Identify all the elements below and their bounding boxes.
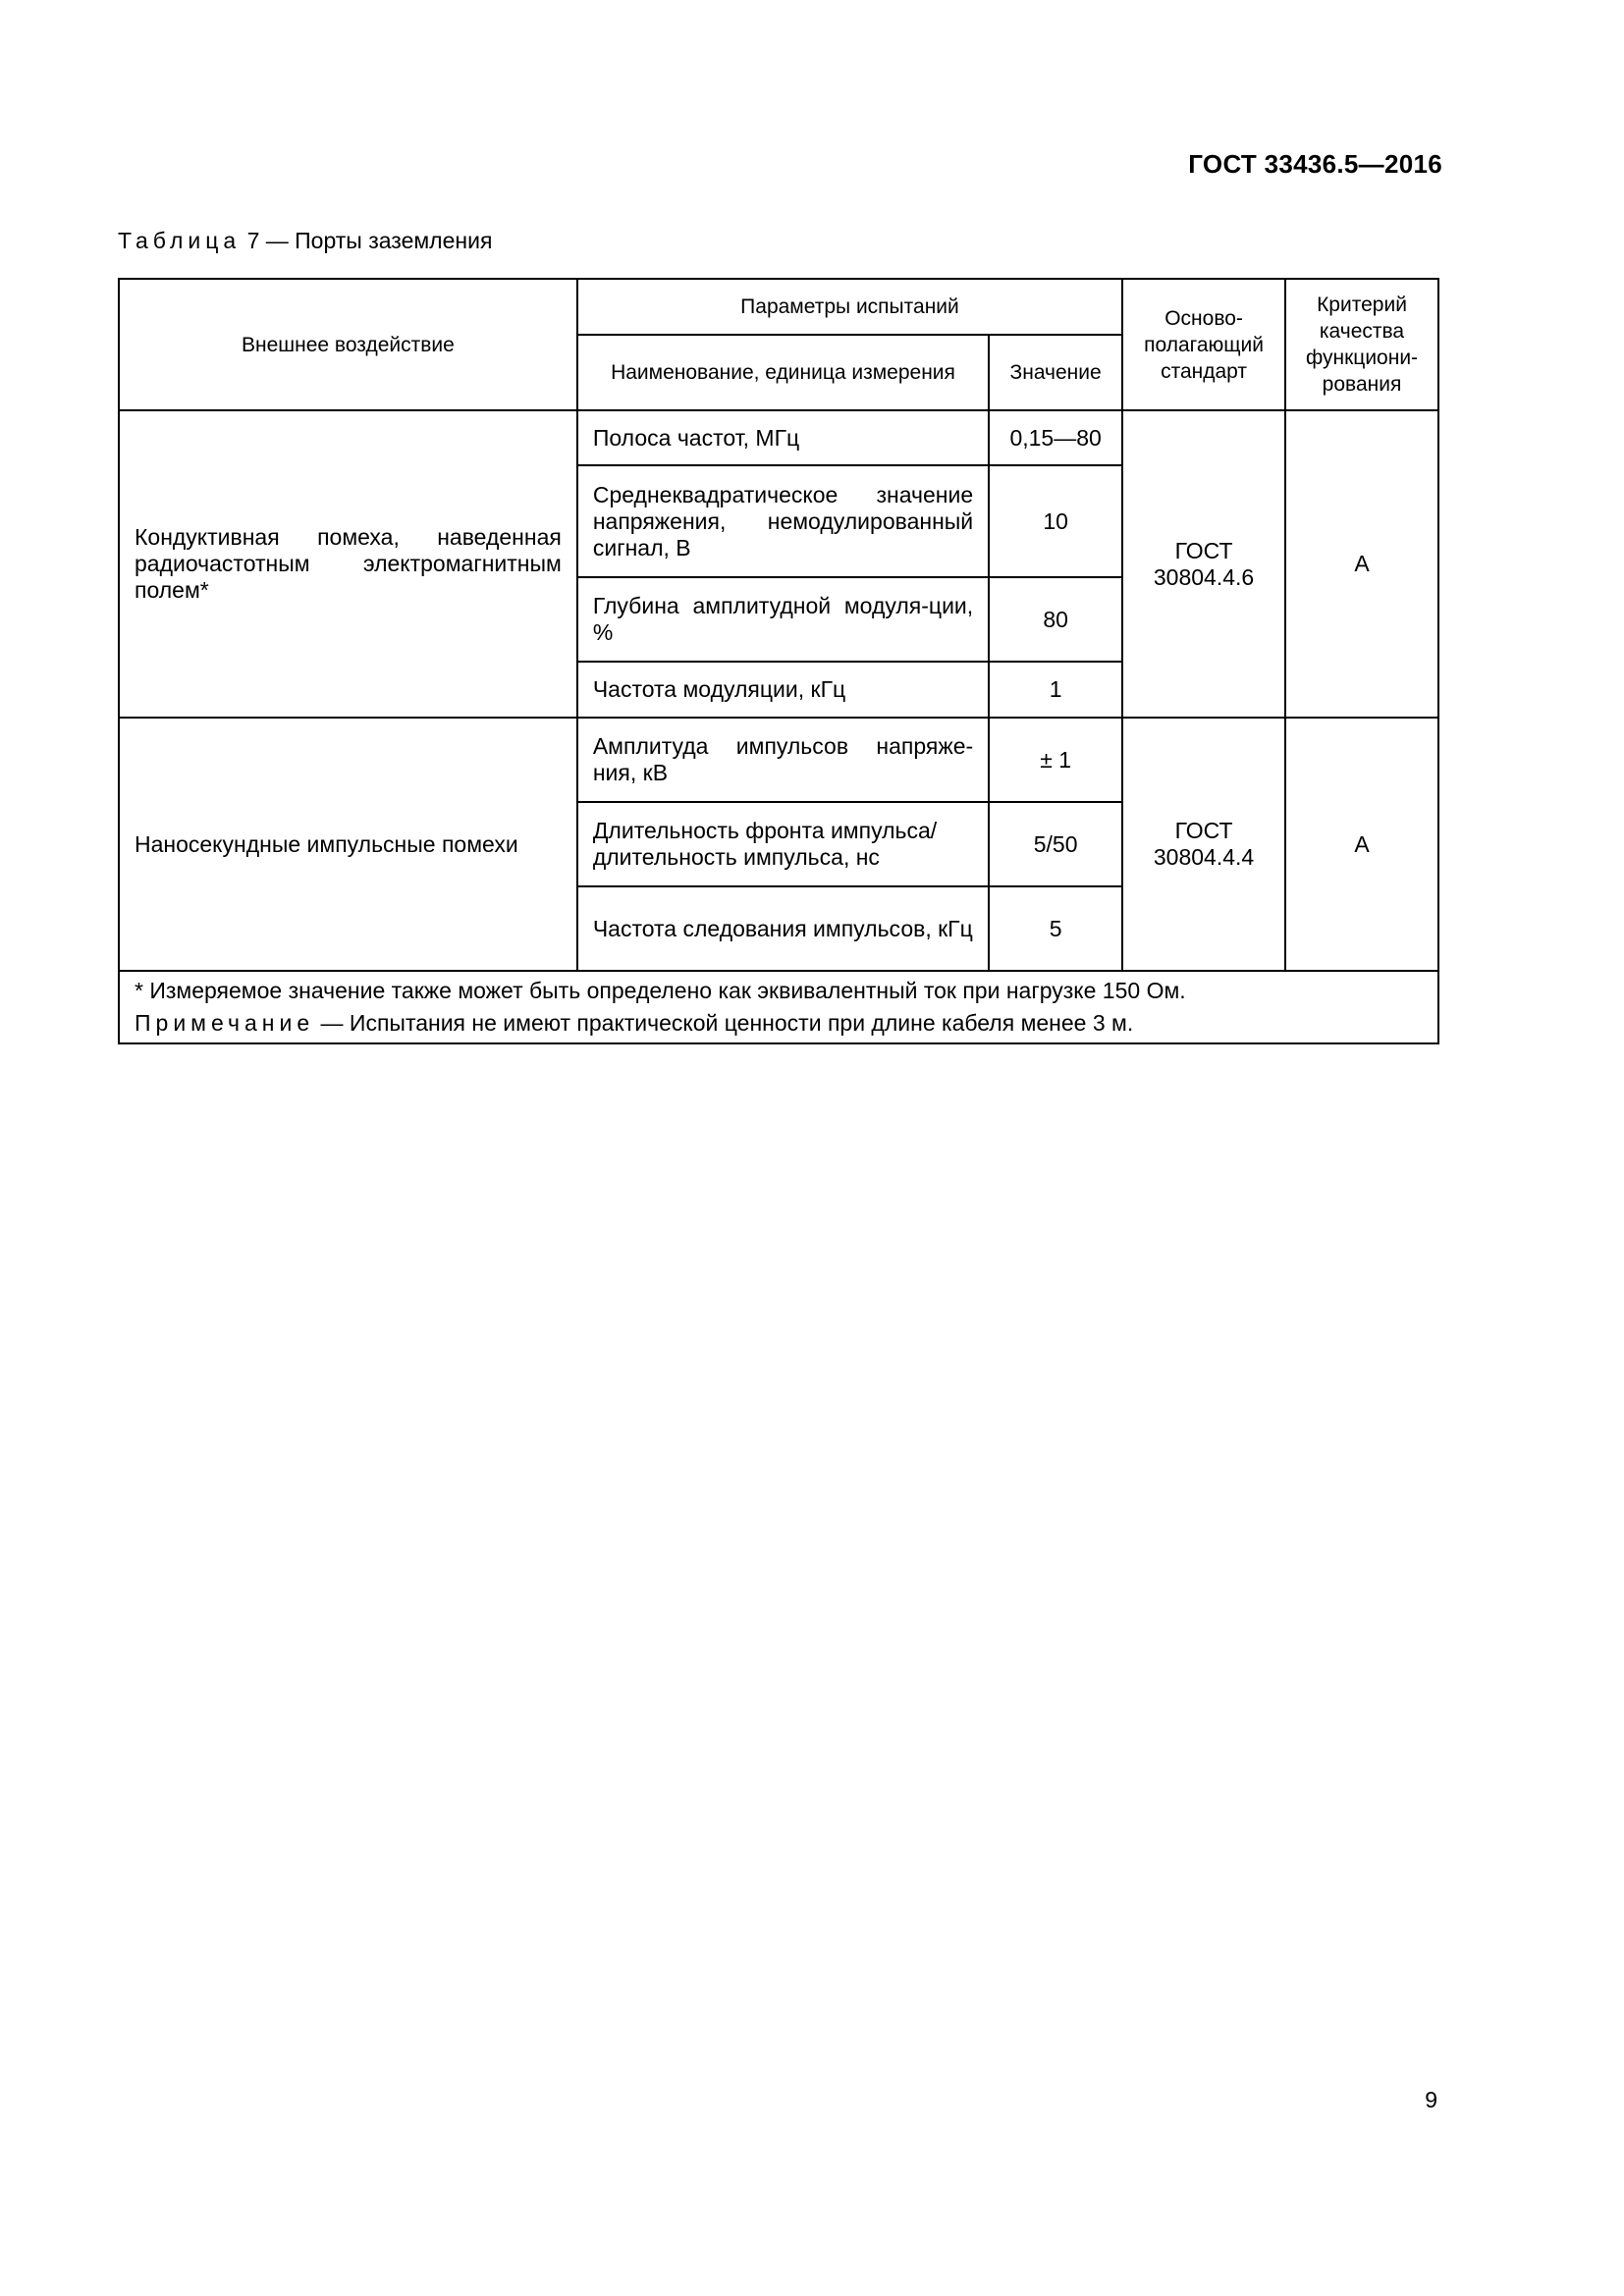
- param-name: Длительность фронта импульса/ длительность импульса, нс: [577, 802, 989, 886]
- header-params: Параметры испытаний: [577, 279, 1122, 335]
- header-value: Значение: [989, 335, 1122, 410]
- table-footer: [119, 971, 1438, 1043]
- param-name: Амплитуда импульсов напряже-ния, кВ: [577, 718, 989, 802]
- header-impact: Внешнее воздействие: [119, 279, 577, 410]
- impact-cell: Наносекундные импульсные помехи: [119, 718, 577, 971]
- note-label: Примечание: [135, 1010, 315, 1036]
- param-name: Частота модуляции, кГц: [577, 662, 989, 718]
- table-caption: [118, 228, 492, 254]
- param-value: 10: [989, 465, 1122, 577]
- table-row: [119, 410, 1438, 465]
- param-name: Полоса частот, МГц: [577, 410, 989, 465]
- criterion-cell: А: [1285, 718, 1438, 971]
- standard-cell: ГОСТ 30804.4.6: [1122, 410, 1285, 718]
- note-text: — Испытания не имеют практической ценности при длине кабеля менее 3 м.: [320, 1010, 1134, 1036]
- table-row: [119, 718, 1438, 802]
- footnote: * Измеряемое значение также может быть определено как эквивалентный ток при нагрузке 150 Ом.: [135, 978, 1186, 1003]
- header-criterion: Критерий качества функциони-рования: [1285, 279, 1438, 410]
- header-standard: Осново-полагающий стандарт: [1122, 279, 1285, 410]
- param-value: 80: [989, 577, 1122, 662]
- standard-cell: ГОСТ 30804.4.4: [1122, 718, 1285, 971]
- page-number: 9: [1425, 2087, 1437, 2112]
- note: [135, 1010, 1423, 1037]
- document-id: ГОСТ 33436.5—2016: [1188, 149, 1442, 179]
- param-name: Частота следования импульсов, кГц: [577, 886, 989, 971]
- param-value: 5: [989, 886, 1122, 971]
- impact-cell: Кондуктивная помеха, наведенная радиочастотным электромагнитным полем*: [119, 410, 577, 718]
- param-value: 5/50: [989, 802, 1122, 886]
- param-name: Глубина амплитудной модуля-ции, %: [577, 577, 989, 662]
- table-caption-title: 7 — Порты заземления: [246, 228, 493, 253]
- param-value: 0,15—80: [989, 410, 1122, 465]
- table-caption-label: Таблица: [118, 228, 242, 253]
- param-value: 1: [989, 662, 1122, 718]
- param-name: Среднеквадратическое значение напряжения, немодулированный сигнал, В: [577, 465, 989, 577]
- header-name-unit: Наименование, единица измерения: [577, 335, 989, 410]
- param-value: ± 1: [989, 718, 1122, 802]
- criterion-cell: А: [1285, 410, 1438, 718]
- ground-ports-table: [118, 278, 1439, 1044]
